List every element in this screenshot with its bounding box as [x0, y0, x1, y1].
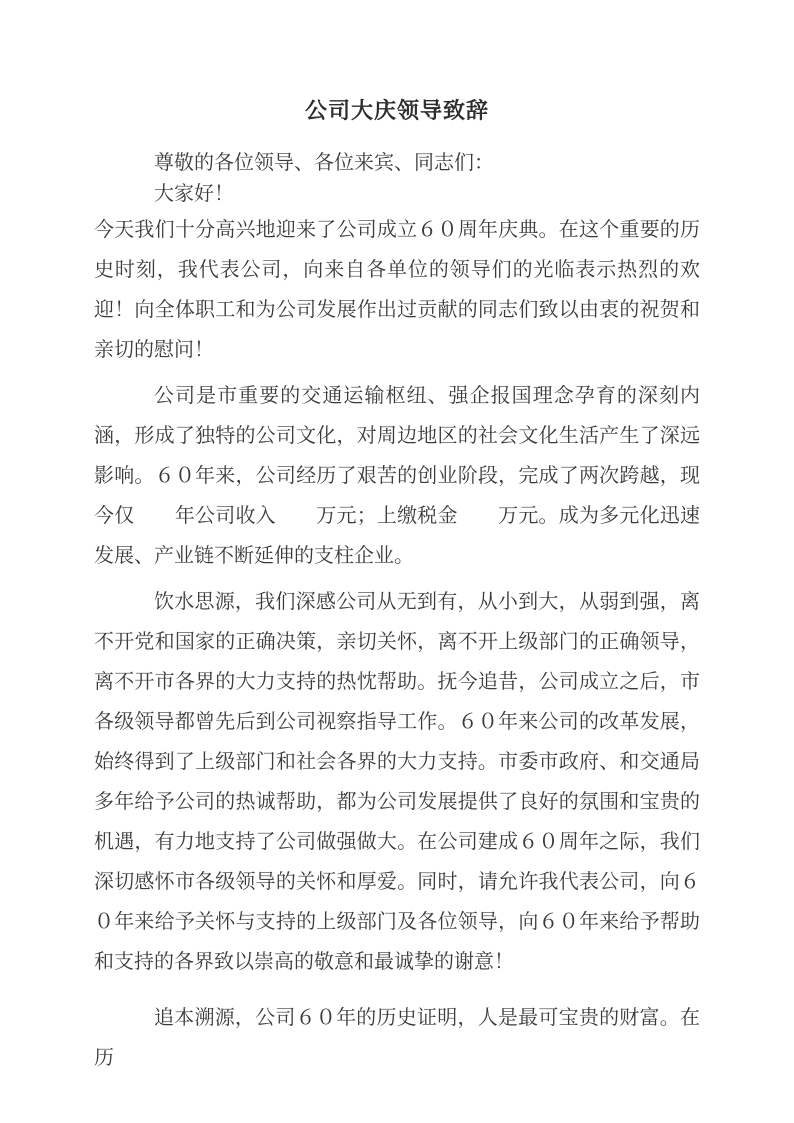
paragraph-history: 追本溯源，公司６０年的历史证明，人是最可宝贵的财富。在历	[94, 1005, 700, 1069]
paragraph-company-overview: 公司是市重要的交通运输枢纽、强企报国理念孕育的深刻内涵，形成了独特的公司文化，对周边地区的社会文化生活产生了深远影响。６０年来，公司经历了艰苦的创业阶段，完成了两次跨越，现今仅 年公司收入 万元；上缴税金 万元。成为多元化迅速发展、产业链不断延伸的支柱企业。	[94, 383, 700, 567]
greeting-line-hello: 大家好！	[154, 181, 234, 205]
paragraph-gratitude: 饮水思源，我们深感公司从无到有，从小到大，从弱到强，离不开党和国家的正确决策，亲切关怀，离不开上级部门的正确领导，离不开市各界的大力支持的热忱帮助。抚今追昔，公司成立之后，市各级领导都曾先后到公司视察指导工作。６０年来公司的改革发展，始终得到了上级部门和社会各界的大力支持。市委市政府、和交通局多年给予公司的热诚帮助，都为公司发展提供了良好的氛围和宝贵的机遇，有力地支持了公司做强做大。在公司建成６０周年之际，我们深切感怀市各级领导的关怀和厚爱。同时，请允许我代表公司，向６０年来给予关怀与支持的上级部门及各位领导，向６０年来给予帮助和支持的各界致以崇高的敬意和最诚挚的谢意！	[94, 589, 700, 973]
paragraph-welcome: 今天我们十分高兴地迎来了公司成立６０周年庆典。在这个重要的历史时刻，我代表公司，向来自各单位的领导们的光临表示热烈的欢迎！向全体职工和为公司发展作出过贡献的同志们致以由衷的祝贺和亲切的慰问！	[94, 217, 700, 361]
document-title: 公司大庆领导致辞	[304, 98, 489, 124]
greeting-line-salutation: 尊敬的各位领导、各位来宾、同志们：	[154, 150, 494, 174]
greeting-block	[94, 147, 700, 209]
